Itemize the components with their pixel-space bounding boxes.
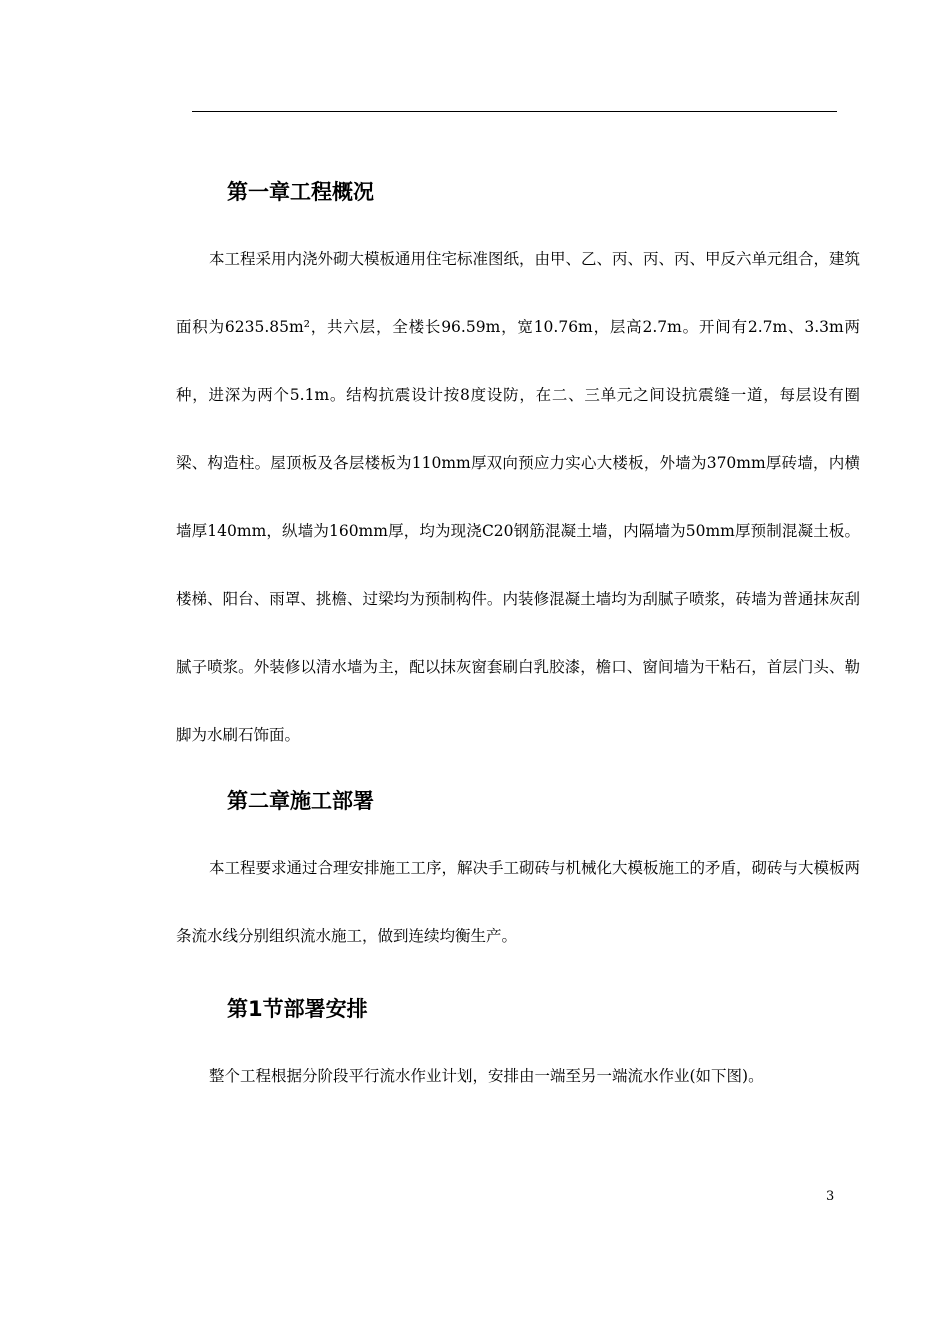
page-number: 3	[826, 1189, 835, 1204]
chapter-2-paragraph: 本工程要求通过合理安排施工工序，解决手工砌砖与机械化大模板施工的矛盾，砌砖与大模板两条流水线分别组织流水施工，做到连续均衡生产。	[176, 859, 861, 945]
chapter-1-paragraph: 本工程采用内浇外砌大模板通用住宅标准图纸，由甲、乙、丙、丙、丙、甲反六单元组合，建筑面积为6235.85m²，共六层，全楼长96.59m，宽10.76m，层高2.7m。开间有2.7m、3.3m两种，进深为两个5.1m。结构抗震设计按8度设防，在二、三单元之间设抗震缝一道，每层设有圈梁、构造柱。屋顶板及各层楼板为110mm厚双向预应力实心大楼板，外墙为370mm厚砖墙，内横墙厚140mm，纵墙为160mm厚，均为现浇C20钢筋混凝土墙，内隔墙为50mm厚预制混凝土板。楼梯、阳台、雨罩、挑檐、过梁均为预制构件。内装修混凝土墙均为刮腻子喷浆，砖墙为普通抹灰刮腻子喷浆。外装修以清水墙为主，配以抹灰窗套刷白乳胶漆，檐口、窗间墙为干粘石，首层门头、勒脚为水刷石饰面。	[176, 250, 861, 744]
section-1-paragraph: 整个工程根据分阶段平行流水作业计划，安排由一端至另一端流水作业(如下图)。	[209, 1067, 764, 1085]
section-1-heading: 第1节部署安排	[227, 997, 368, 1021]
header-rule	[192, 111, 837, 112]
chapter-1-heading: 第一章工程概况	[227, 180, 374, 204]
chapter-2-heading: 第二章施工部署	[227, 789, 374, 813]
